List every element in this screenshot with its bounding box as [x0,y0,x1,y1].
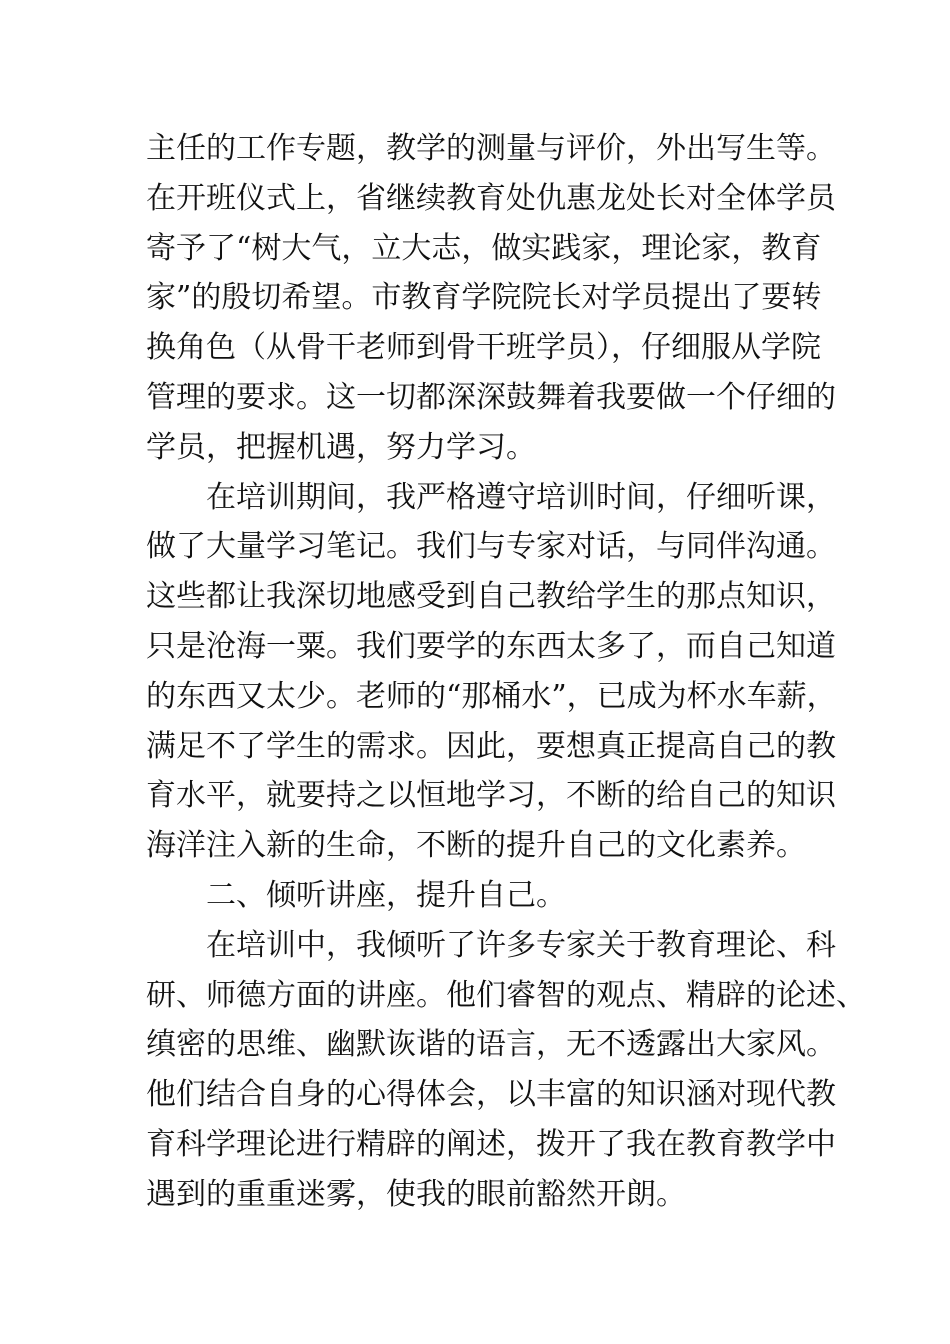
body-text-line: 的东西又太少。老师的“那桶水”，已成为杯水车薪， [146,678,837,714]
paragraph-first-line: 在培训中，我倾听了许多专家关于教育理论、科 [206,927,836,963]
body-text-line: 研、师德方面的讲座。他们睿智的观点、精辟的论述、 [146,977,866,1013]
body-text-line: 遇到的重重迷雾，使我的眼前豁然开朗。 [146,1176,686,1212]
body-text-line: 主任的工作专题，教学的测量与评价，外出写生等。 [146,131,836,166]
body-text-line: 满足不了学生的需求。因此，要想真正提高自己的教 [146,728,836,764]
body-text-line: 学员，把握机遇，努力学习。 [146,429,536,465]
section-heading: 二、倾听讲座，提升自己。 [206,877,566,913]
body-text-line: 只是沧海一粟。我们要学的东西太多了，而自己知道 [146,628,836,664]
body-text-line: 换角色（从骨干老师到骨干班学员），仔细服从学院 [146,330,821,366]
body-text-line: 寄予了“树大气，立大志，做实践家，理论家，教育 [146,230,822,266]
body-text-line: 育水平，就要持之以恒地学习，不断的给自己的知识 [146,778,836,814]
body-text-line: 海洋注入新的生命，不断的提升自己的文化素养。 [146,828,806,864]
body-text-line: 缜密的思维、幽默诙谐的语言，无不透露出大家风。 [146,1027,836,1063]
body-text-line: 育科学理论进行精辟的阐述，拨开了我在教育教学中 [146,1126,836,1162]
body-text-line: 这些都让我深切地感受到自己教给学生的那点知识， [146,579,836,615]
body-text-line: 管理的要求。这一切都深深鼓舞着我要做一个仔细的 [146,379,836,415]
body-text-line: 他们结合自身的心得体会，以丰富的知识涵对现代教 [146,1077,836,1113]
body-text-line: 家”的殷切希望。市教育学院院长对学员提出了要转 [146,280,822,316]
document-body [146,124,866,1220]
body-text-line: 做了大量学习笔记。我们与专家对话，与同伴沟通。 [146,529,836,565]
paragraph-first-line: 在培训期间，我严格遵守培训时间，仔细听课， [206,479,836,515]
body-text-line: 在开班仪式上，省继续教育处仇惠龙处长对全体学员 [146,180,836,216]
